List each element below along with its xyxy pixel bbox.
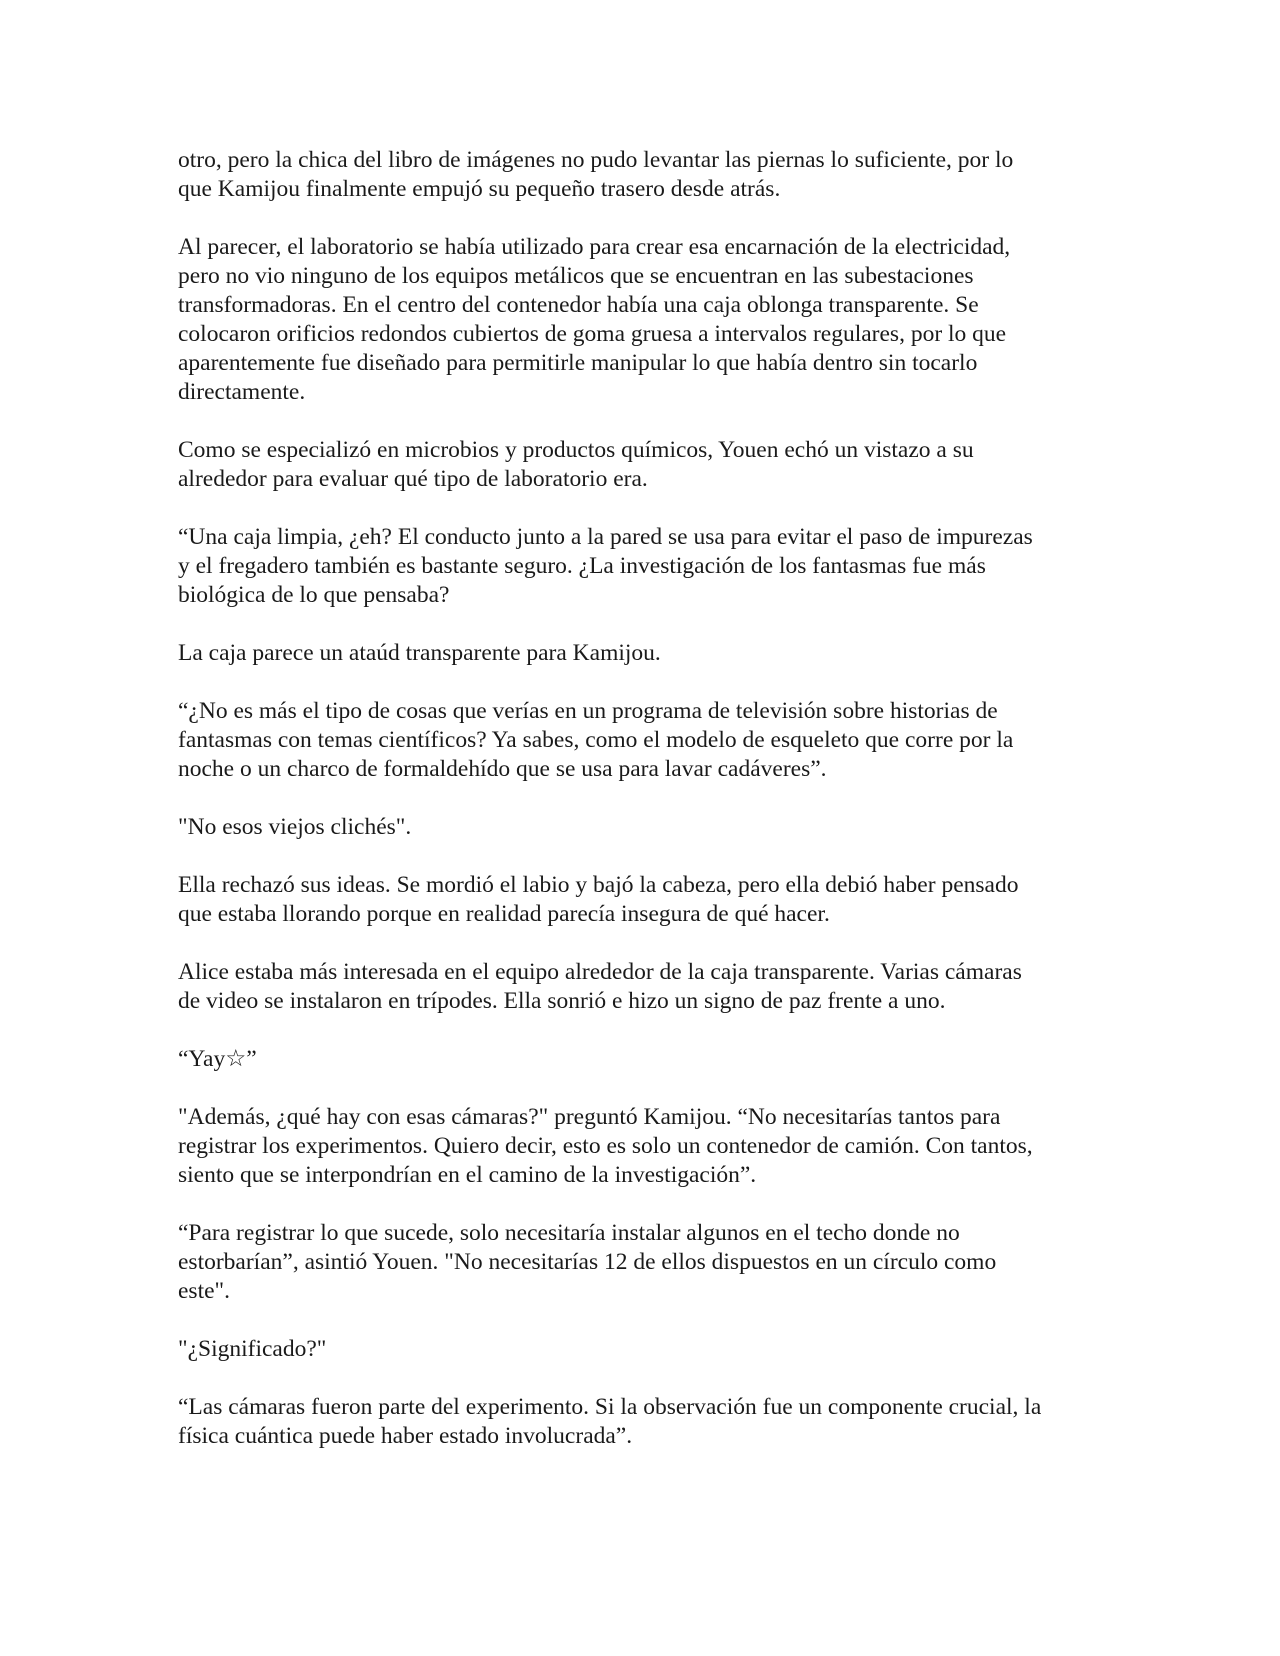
text-line: aparentemente fue diseñado para permitirle manipular lo que había dentro sin tocarlo [178, 350, 978, 376]
paragraph [178, 1219, 1118, 1306]
text-line: que estaba llorando porque en realidad parecía insegura de qué hacer. [178, 901, 830, 927]
text-line: de video se instalaron en trípodes. Ella sonrió e hizo un signo de paz frente a uno. [178, 988, 946, 1014]
text-line: "¿Significado?" [178, 1336, 327, 1362]
text-line: física cuántica puede haber estado involucrada”. [178, 1423, 633, 1449]
paragraph [178, 697, 1118, 784]
document-body [178, 146, 1118, 1451]
text-line: siento que se interpondrían en el camino de la investigación”. [178, 1162, 757, 1188]
paragraph [178, 436, 1118, 494]
paragraph [178, 639, 1118, 668]
text-line: “Para registrar lo que sucede, solo necesitaría instalar algunos en el techo donde no [178, 1220, 960, 1246]
text-line: “Una caja limpia, ¿eh? El conducto junto a la pared se usa para evitar el paso de impurezas [178, 524, 1033, 550]
text-line: colocaron orificios redondos cubiertos de goma gruesa a intervalos regulares, por lo que [178, 321, 1007, 347]
text-line: “Las cámaras fueron parte del experimento. Si la observación fue un componente crucial, la [178, 1394, 1042, 1420]
text-line: Alice estaba más interesada en el equipo alrededor de la caja transparente. Varias cámaras [178, 959, 1022, 985]
paragraph [178, 813, 1118, 842]
text-line: “Yay☆” [178, 1046, 257, 1072]
text-line: pero no vio ninguno de los equipos metálicos que se encuentran en las subestaciones [178, 263, 974, 289]
text-line: y el fregadero también es bastante seguro. ¿La investigación de los fantasmas fue más [178, 553, 986, 579]
text-line: Como se especializó en microbios y productos químicos, Youen echó un vistazo a su [178, 437, 974, 463]
text-line: que Kamijou finalmente empujó su pequeño trasero desde atrás. [178, 176, 781, 202]
text-line: directamente. [178, 379, 306, 405]
text-line: alrededor para evaluar qué tipo de laboratorio era. [178, 466, 648, 492]
paragraph [178, 233, 1118, 407]
text-line: estorbarían”, asintió Youen. "No necesitarías 12 de ellos dispuestos en un círculo como [178, 1249, 997, 1275]
paragraph [178, 871, 1118, 929]
text-line: "Además, ¿qué hay con esas cámaras?" preguntó Kamijou. “No necesitarías tantos para [178, 1104, 1001, 1130]
text-line: La caja parece un ataúd transparente para Kamijou. [178, 640, 661, 666]
text-line: fantasmas con temas científicos? Ya sabes, como el modelo de esqueleto que corre por la [178, 727, 1014, 753]
text-line: Ella rechazó sus ideas. Se mordió el labio y bajó la cabeza, pero ella debió haber pensado [178, 872, 1019, 898]
paragraph [178, 958, 1118, 1016]
text-line: Al parecer, el laboratorio se había utilizado para crear esa encarnación de la electricidad, [178, 234, 1011, 260]
text-line: registrar los experimentos. Quiero decir, esto es solo un contenedor de camión. Con tantos, [178, 1133, 1033, 1159]
text-line: este". [178, 1278, 231, 1304]
paragraph [178, 1335, 1118, 1364]
paragraph [178, 523, 1118, 610]
text-line: transformadoras. En el centro del contenedor había una caja oblonga transparente. Se [178, 292, 979, 318]
paragraph [178, 1393, 1118, 1451]
text-line: otro, pero la chica del libro de imágenes no pudo levantar las piernas lo suficiente, por lo [178, 147, 1014, 173]
text-line: noche o un charco de formaldehído que se usa para lavar cadáveres”. [178, 756, 827, 782]
text-line: biológica de lo que pensaba? [178, 582, 450, 608]
text-line: "No esos viejos clichés". [178, 814, 412, 840]
paragraph [178, 146, 1118, 204]
text-line: “¿No es más el tipo de cosas que verías en un programa de televisión sobre historias de [178, 698, 998, 724]
paragraph [178, 1103, 1118, 1190]
paragraph [178, 1045, 1118, 1074]
